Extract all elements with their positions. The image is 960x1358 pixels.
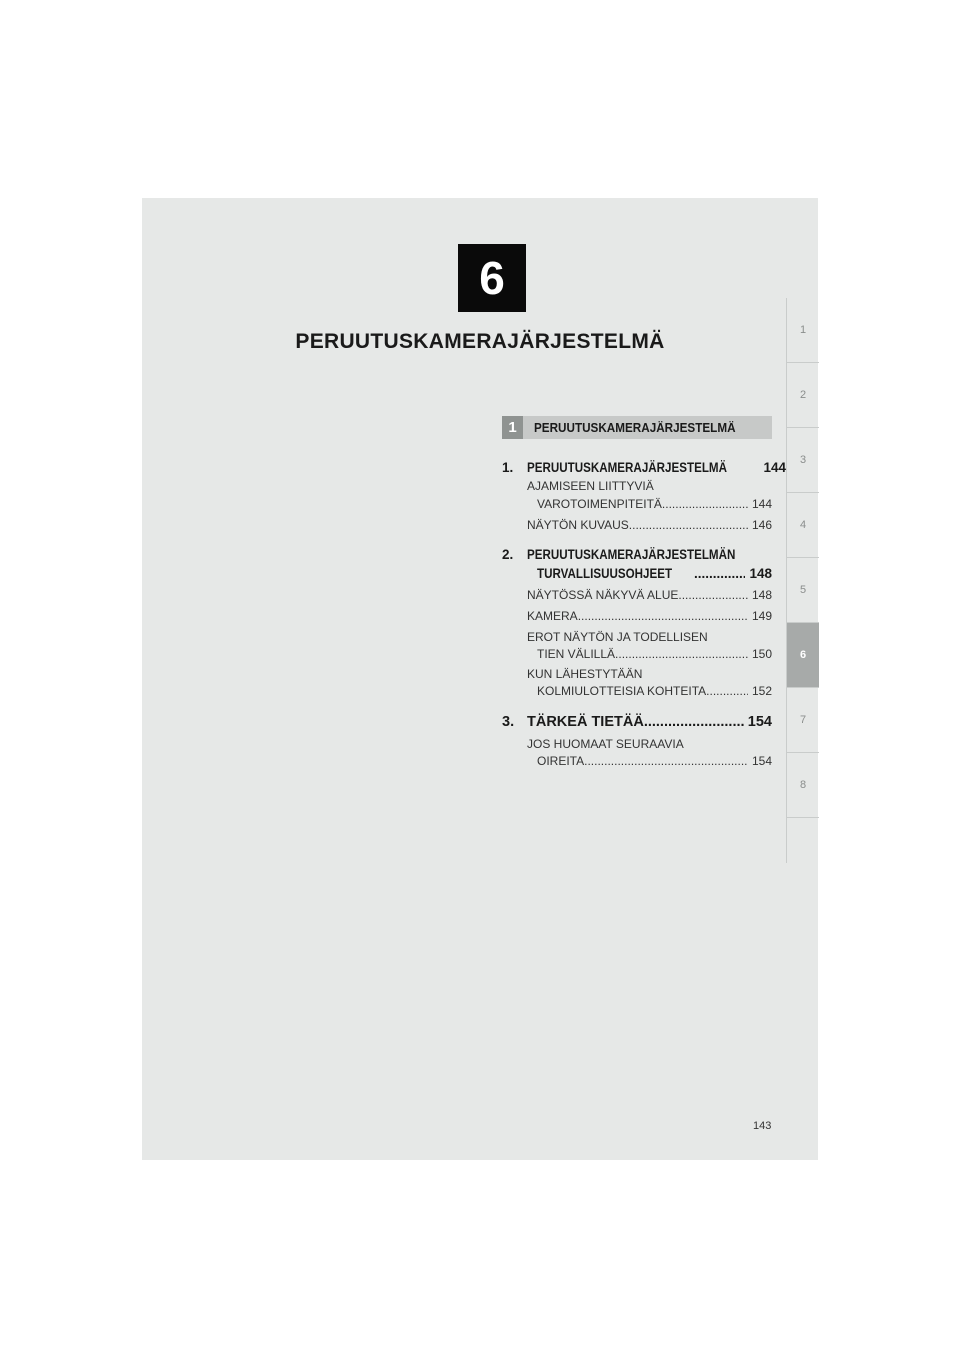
- toc-subentry-line[interactable]: JOS HUOMAAT SEURAAVIA: [527, 737, 684, 751]
- toc-subentry-title: KOLMIULOTTEISIA KOHTEITA: [537, 684, 707, 698]
- chapter-title: PERUUTUSKAMERAJÄRJESTELMÄ: [295, 330, 665, 353]
- toc-page-number: 150: [751, 647, 772, 661]
- toc-subentry-title: TIEN VÄLILLÄ: [537, 647, 616, 661]
- leader-dots: [694, 566, 745, 581]
- leader-dots: [662, 497, 748, 511]
- toc-subentry-title: VAROTOIMENPITEITÄ: [537, 497, 662, 511]
- toc-subentry-title: OIREITA: [537, 754, 585, 768]
- toc-subentry-title: NÄYTÖN KUVAUS: [527, 518, 629, 532]
- toc-page-number: 154: [747, 714, 772, 730]
- toc-subentry[interactable]: [527, 518, 772, 532]
- leader-dots: [644, 714, 744, 730]
- toc-entry-number: 3.: [502, 714, 515, 730]
- toc-subentry-line[interactable]: AJAMISEEN LIITTYVIÄ: [527, 479, 654, 493]
- leader-dots: [578, 609, 748, 623]
- toc-subentry-line[interactable]: KUN LÄHESTYTÄÄN: [527, 667, 643, 681]
- chapter-tab-5[interactable]: 5: [787, 558, 819, 623]
- toc-entry-title: PERUUTUSKAMERAJÄRJESTELMÄ: [527, 460, 727, 475]
- toc-page-number: 154: [751, 754, 772, 768]
- leader-dots: [678, 588, 748, 602]
- chapter-tab-2[interactable]: 2: [787, 363, 819, 428]
- toc-page-number: 148: [751, 588, 772, 602]
- chapter-tabs: [786, 298, 819, 863]
- leader-dots: [584, 754, 748, 768]
- toc-subentry[interactable]: [527, 647, 772, 661]
- toc-subentry[interactable]: [527, 497, 772, 511]
- leader-dots: [629, 518, 748, 532]
- toc-subentry-line[interactable]: EROT NÄYTÖN JA TODELLISEN: [527, 630, 708, 644]
- toc-entry-title: TURVALLISUUSOHJEET: [537, 566, 673, 581]
- section-number: 1: [502, 416, 523, 439]
- toc-page-number: 146: [751, 518, 772, 532]
- toc-page-number: 152: [751, 684, 772, 698]
- toc-entry-number: 1.: [502, 460, 514, 475]
- section-header: [502, 416, 772, 439]
- toc-subentry-title: KAMERA: [527, 609, 578, 623]
- toc-subentry[interactable]: [527, 609, 772, 623]
- leader-dots: [615, 647, 748, 661]
- toc-subentry-title: NÄYTÖSSÄ NÄKYVÄ ALUE: [527, 588, 679, 602]
- toc-page-number: 144: [751, 497, 772, 511]
- toc-subentry[interactable]: [527, 754, 772, 768]
- toc-page-number: 148: [749, 566, 772, 581]
- toc-entry-number: 2.: [502, 547, 514, 562]
- toc-subentry[interactable]: [527, 684, 772, 698]
- leader-dots: [706, 684, 748, 698]
- chapter-tab-4[interactable]: 4: [787, 493, 819, 558]
- toc-entry-1[interactable]: [502, 460, 787, 475]
- section-title: PERUUTUSKAMERAJÄRJESTELMÄ: [534, 420, 736, 435]
- chapter-number-badge: 6: [458, 244, 526, 312]
- chapter-tab-6[interactable]: 6: [787, 623, 819, 688]
- page-number: 143: [753, 1120, 772, 1132]
- toc-page-number: 149: [751, 609, 772, 623]
- chapter-tab-7[interactable]: 7: [787, 688, 819, 753]
- toc-entry-title-line[interactable]: PERUUTUSKAMERAJÄRJESTELMÄN: [527, 547, 736, 562]
- chapter-tab-blank: [787, 818, 819, 863]
- chapter-tab-8[interactable]: 8: [787, 753, 819, 818]
- chapter-tab-3[interactable]: 3: [787, 428, 819, 493]
- toc-subentry[interactable]: [527, 588, 772, 602]
- chapter-tab-1[interactable]: 1: [787, 298, 819, 363]
- toc-entry-title: TÄRKEÄ TIETÄÄ: [527, 714, 644, 730]
- toc-entry-3[interactable]: [502, 714, 772, 730]
- toc-page-number: 144: [763, 460, 787, 475]
- toc-entry-2[interactable]: [537, 566, 772, 581]
